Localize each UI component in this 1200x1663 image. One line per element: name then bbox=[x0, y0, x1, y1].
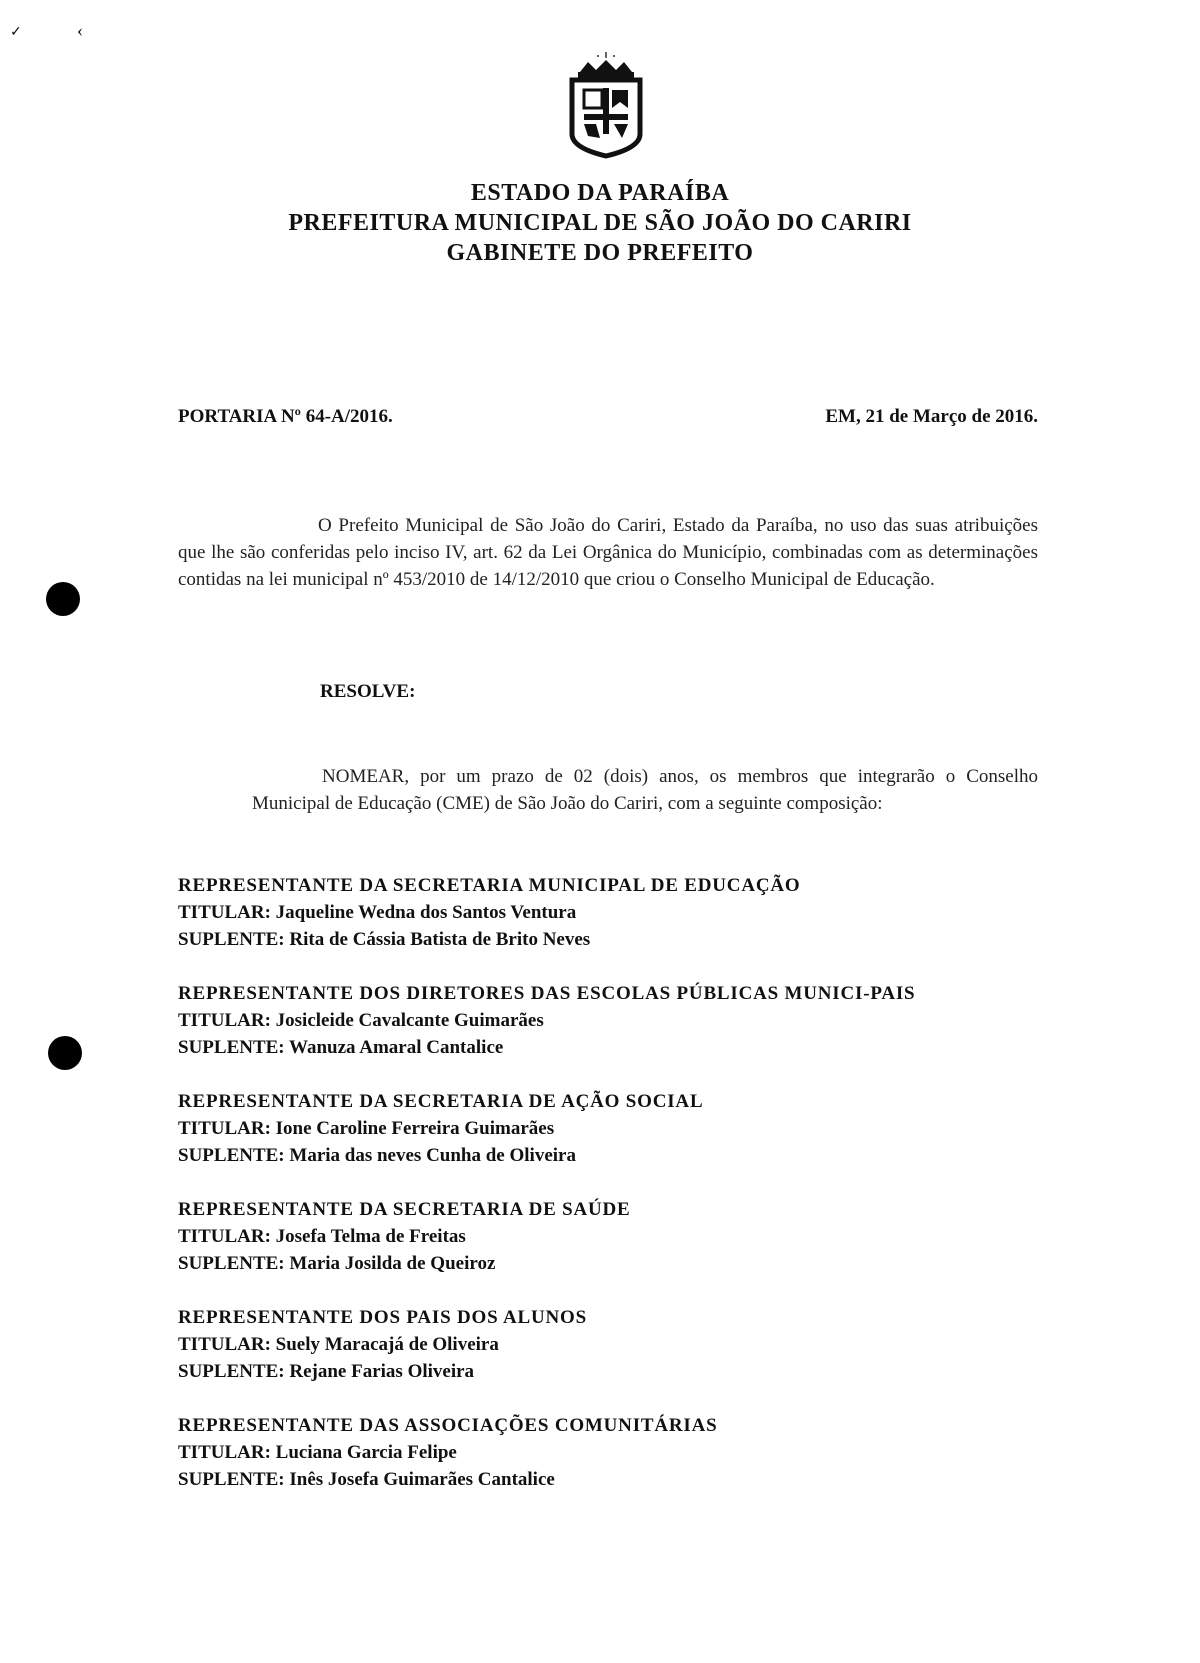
nomear-text: NOMEAR, por um prazo de 02 (dois) anos, os membros que integrarão o Conselho Municipal de Educação (CME) de São João do Cariri, com a seguinte composição: bbox=[252, 766, 1038, 814]
member-group-pais bbox=[178, 1304, 1038, 1385]
group-titular: TITULAR: Josicleide Cavalcante Guimarães bbox=[178, 1010, 544, 1031]
coat-of-arms-icon bbox=[566, 52, 646, 160]
nomear-paragraph bbox=[252, 763, 1038, 817]
portaria-number: PORTARIA Nº 64-A/2016. bbox=[178, 406, 393, 427]
group-titular: TITULAR: Suely Maracajá de Oliveira bbox=[178, 1334, 499, 1355]
member-group-diretores bbox=[178, 980, 1038, 1061]
group-suplente: SUPLENTE: Wanuza Amaral Cantalice bbox=[178, 1037, 504, 1058]
portaria-date: EM, 21 de Março de 2016. bbox=[825, 406, 1038, 427]
member-group-educacao bbox=[178, 872, 1038, 953]
group-title: REPRESENTANTE DA SECRETARIA DE SAÚDE bbox=[178, 1199, 631, 1220]
member-group-saude bbox=[178, 1196, 1038, 1277]
group-suplente: SUPLENTE: Inês Josefa Guimarães Cantalice bbox=[178, 1469, 555, 1490]
group-suplente: SUPLENTE: Rita de Cássia Batista de Brito Neves bbox=[178, 929, 591, 950]
group-title: REPRESENTANTE DA SECRETARIA MUNICIPAL DE EDUCAÇÃO bbox=[178, 875, 801, 896]
scan-mark: ✓ bbox=[10, 25, 22, 40]
scan-mark: ‹ bbox=[77, 20, 83, 40]
intro-text: O Prefeito Municipal de São João do Cariri, Estado da Paraíba, no uso das suas atribuições que lhe são conferidas pelo inciso IV, art. 62 da Lei Orgânica do Município, combinadas com as determinações contidas na lei municipal nº 453/2010 de 14/12/2010 que criou o Conselho Municipal de Educação. bbox=[178, 515, 1038, 590]
member-group-associacoes bbox=[178, 1412, 1038, 1493]
group-suplente: SUPLENTE: Maria das neves Cunha de Oliveira bbox=[178, 1145, 576, 1166]
header-prefeitura: PREFEITURA MUNICIPAL DE SÃO JOÃO DO CARIRI bbox=[288, 210, 912, 236]
group-titular: TITULAR: Jaqueline Wedna dos Santos Ventura bbox=[178, 902, 577, 923]
council-members bbox=[178, 872, 1038, 1520]
header-gabinete: GABINETE DO PREFEITO bbox=[446, 240, 754, 266]
document-header bbox=[0, 178, 1200, 268]
group-title: REPRESENTANTE DOS DIRETORES DAS ESCOLAS PÚBLICAS MUNICI-PAIS bbox=[178, 983, 916, 1004]
intro-paragraph bbox=[178, 512, 1038, 593]
punch-hole bbox=[48, 1036, 82, 1070]
group-suplente: SUPLENTE: Maria Josilda de Queiroz bbox=[178, 1253, 496, 1274]
group-title: REPRESENTANTE DA SECRETARIA DE AÇÃO SOCIAL bbox=[178, 1091, 704, 1112]
group-title: REPRESENTANTE DOS PAIS DOS ALUNOS bbox=[178, 1307, 587, 1328]
group-titular: TITULAR: Ione Caroline Ferreira Guimarães bbox=[178, 1118, 555, 1139]
group-titular: TITULAR: Josefa Telma de Freitas bbox=[178, 1226, 466, 1247]
portaria-line bbox=[178, 406, 1038, 428]
resolve-heading: RESOLVE: bbox=[320, 681, 416, 702]
group-titular: TITULAR: Luciana Garcia Felipe bbox=[178, 1442, 457, 1463]
header-state: ESTADO DA PARAÍBA bbox=[470, 180, 730, 206]
group-suplente: SUPLENTE: Rejane Farias Oliveira bbox=[178, 1361, 475, 1382]
punch-hole bbox=[46, 582, 80, 616]
group-title: REPRESENTANTE DAS ASSOCIAÇÕES COMUNITÁRIAS bbox=[178, 1415, 718, 1436]
member-group-acao-social bbox=[178, 1088, 1038, 1169]
